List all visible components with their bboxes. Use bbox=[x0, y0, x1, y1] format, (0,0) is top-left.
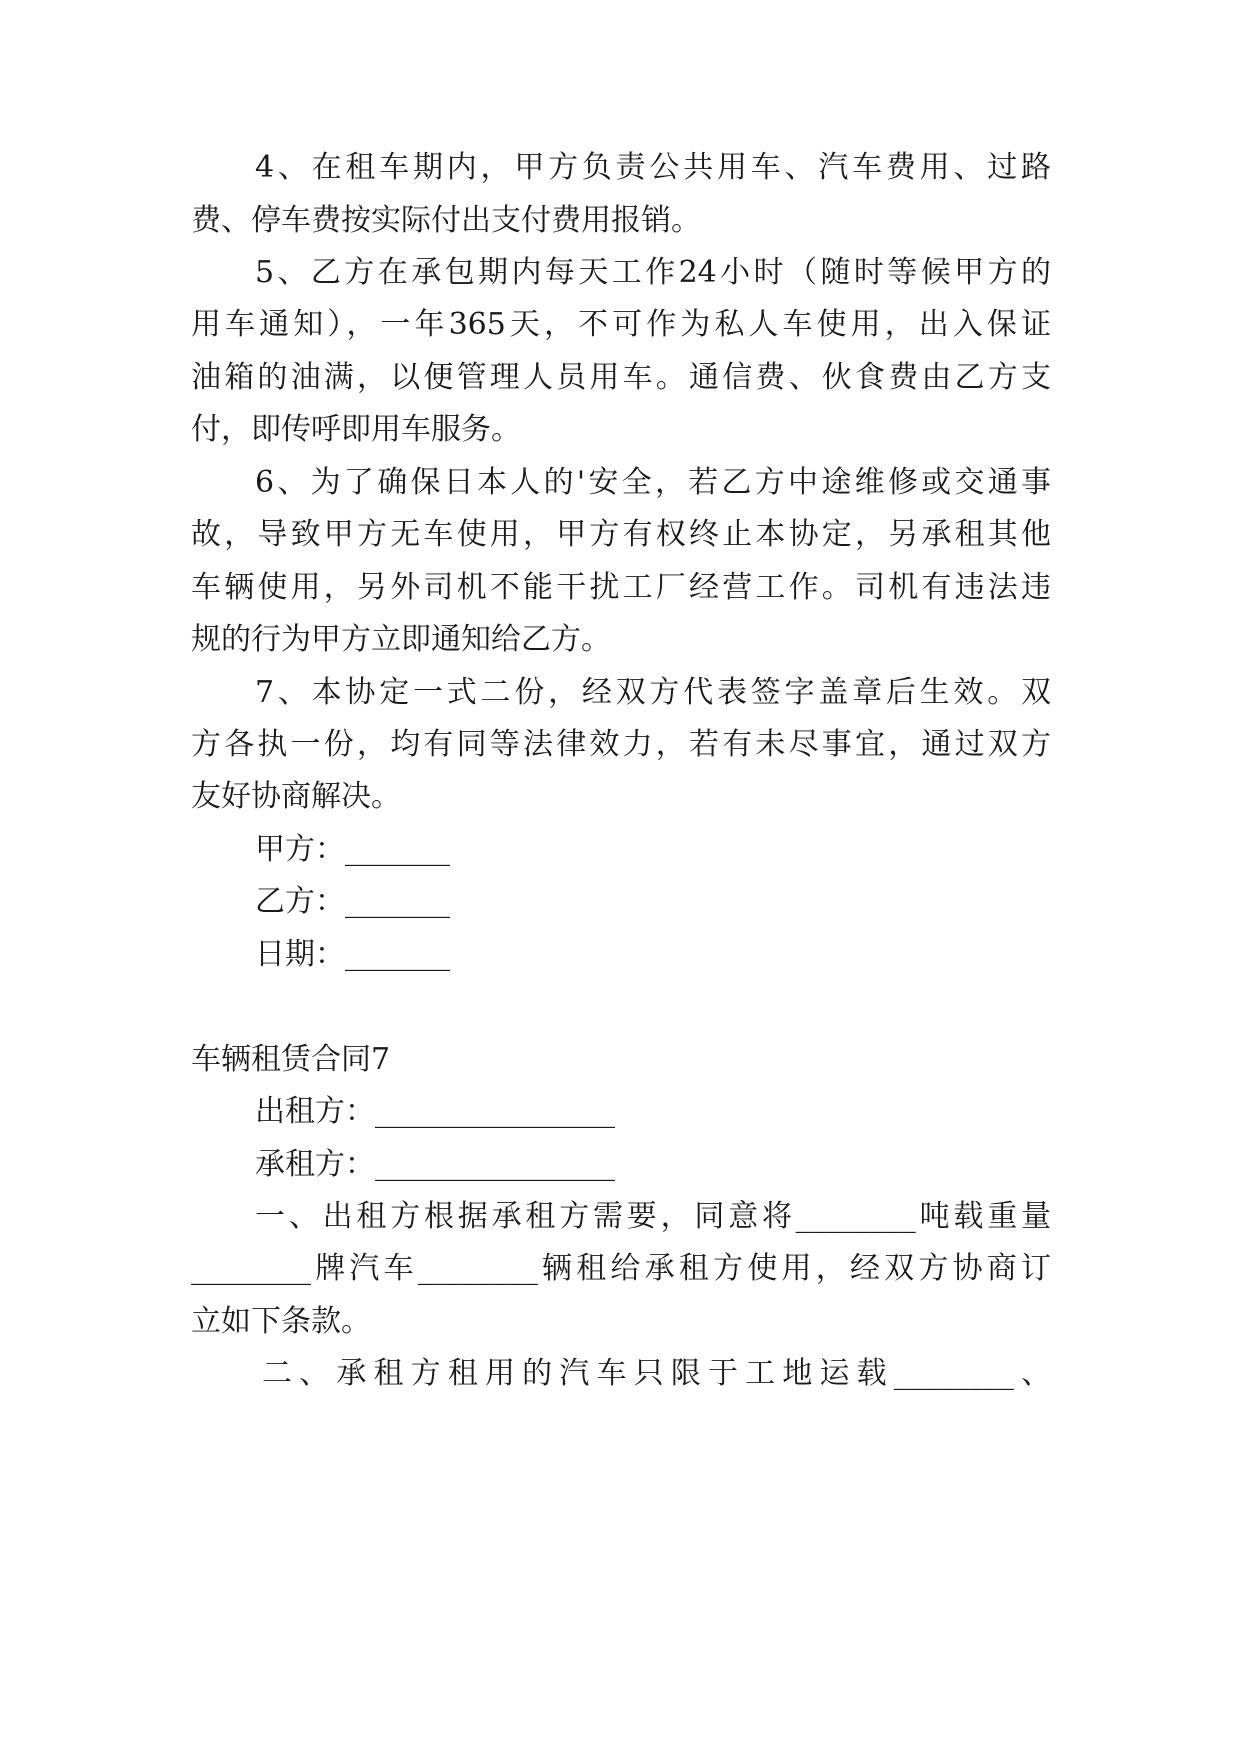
paragraph-line: 7、本协定一式二份，经双方代表签字盖章后生效。双 bbox=[255, 675, 1051, 710]
paragraph-line: 故，导致甲方无车使用，甲方有权终止本协定，另承租其他 bbox=[191, 517, 1051, 552]
paragraph-line: 用车通知），一年365天，不可作为私人车使用，出入保证 bbox=[191, 307, 1051, 342]
paragraph-line: 立如下条款。 bbox=[191, 1304, 371, 1339]
signature-party-a: 甲方：_______ bbox=[255, 832, 450, 867]
paragraph-line: ________牌汽车________辆租给承租方使用，经双方协商订 bbox=[191, 1251, 1051, 1286]
paragraph-line: 二、承租方租用的汽车只限于工地运载________、 bbox=[262, 1356, 1051, 1391]
signature-party-b: 乙方：_______ bbox=[255, 884, 450, 919]
signature-date: 日期：_______ bbox=[255, 937, 450, 972]
paragraph-line: 5、乙方在承包期内每天工作24小时（随时等候甲方的 bbox=[255, 255, 1051, 290]
paragraph-line: 付，即传呼即用车服务。 bbox=[191, 412, 521, 447]
paragraph-line: 车辆使用，另外司机不能干扰工厂经营工作。司机有违法违 bbox=[191, 570, 1051, 605]
paragraph-line: 费、停车费按实际付出支付费用报销。 bbox=[191, 203, 701, 238]
paragraph-line: 一、出租方根据承租方需要，同意将________吨载重量 bbox=[255, 1199, 1051, 1234]
lessee-field: 承租方：________________ bbox=[255, 1147, 615, 1182]
paragraph-line: 油箱的油满，以便管理人员用车。通信费、伙食费由乙方支 bbox=[191, 360, 1051, 395]
section-title: 车辆租赁合同7 bbox=[191, 1042, 391, 1077]
paragraph-line: 4、在租车期内，甲方负责公共用车、汽车费用、过路 bbox=[255, 150, 1051, 185]
paragraph-line: 方各执一份，均有同等法律效力，若有未尽事宜，通过双方 bbox=[191, 727, 1051, 762]
paragraph-line: 6、为了确保日本人的'安全，若乙方中途维修或交通事 bbox=[255, 465, 1051, 500]
paragraph-line: 友好协商解决。 bbox=[191, 779, 401, 814]
lessor-field: 出租方：________________ bbox=[255, 1094, 615, 1129]
paragraph-line: 规的行为甲方立即通知给乙方。 bbox=[191, 622, 611, 657]
